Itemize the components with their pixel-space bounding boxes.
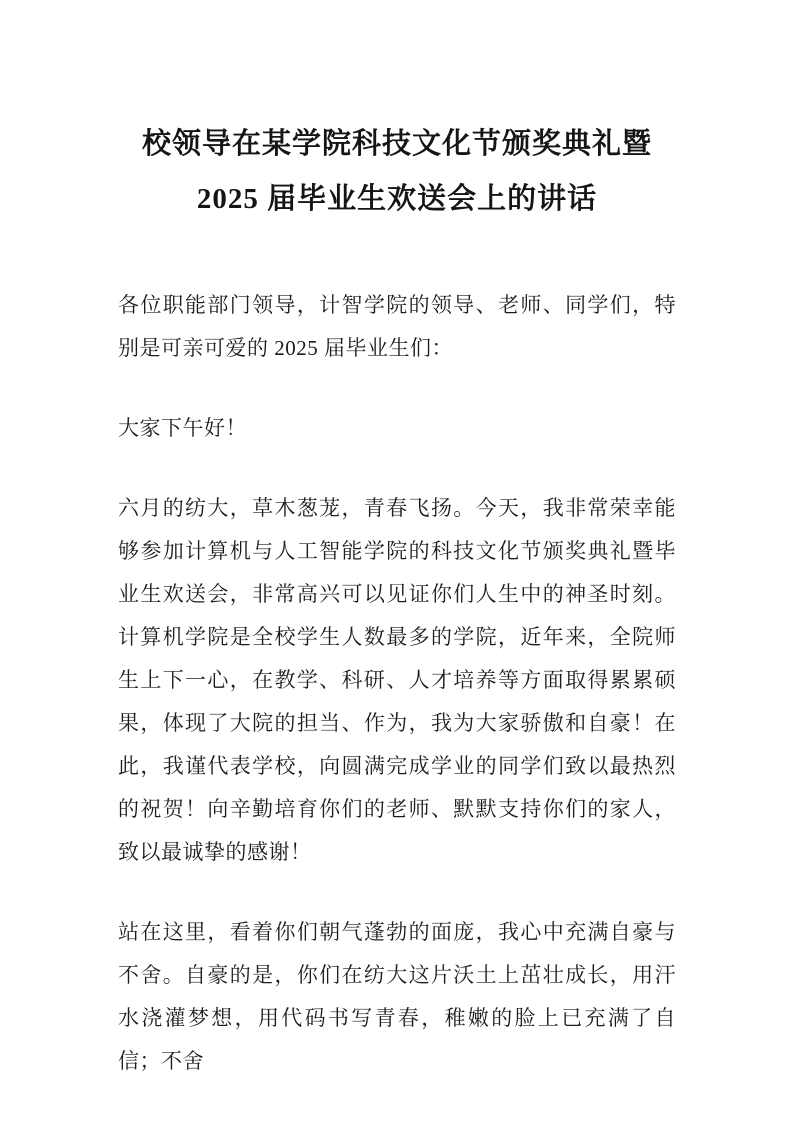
paragraph-greeting: 大家下午好！ <box>118 416 247 440</box>
document-title-line-2: 2025 届毕业生欢送会上的讲话 <box>196 183 598 215</box>
paragraph-body-1: 六月的纺大，草木葱茏，青春飞扬。今天，我非常荣幸能够参加计算机与人工智能学院的科技文化节颁奖典礼暨毕业生欢送会，非常高兴可以见证你们人生中的神圣时刻。计算机学院是全校学生人数最多的学院，近年来，全院师生上下一心，在教学、科研、人才培养等方面取得累累硕果，体现了大院的担当、作为，我为大家骄傲和自豪！在此，我谨代表学校，向圆满完成学业的同学们致以最热烈的祝贺！向辛勤培育你们的老师、默默支持你们的家人，致以最诚挚的感谢！ <box>118 496 676 864</box>
paragraph-body-2: 站在这里，看着你们朝气蓬勃的面庞，我心中充满自豪与不舍。自豪的是，你们在纺大这片沃土上茁壮成长，用汗水浇灌梦想，用代码书写青春，稚嫩的脸上已充满了自信；不舍 <box>118 920 676 1073</box>
paragraph-salutation: 各位职能部门领导，计智学院的领导、老师、同学们，特别是可亲可爱的 2025 届毕业生们： <box>118 293 676 360</box>
document-title <box>118 117 676 227</box>
document-title-line-1: 校领导在某学院科技文化节颁奖典礼暨 <box>141 128 652 160</box>
